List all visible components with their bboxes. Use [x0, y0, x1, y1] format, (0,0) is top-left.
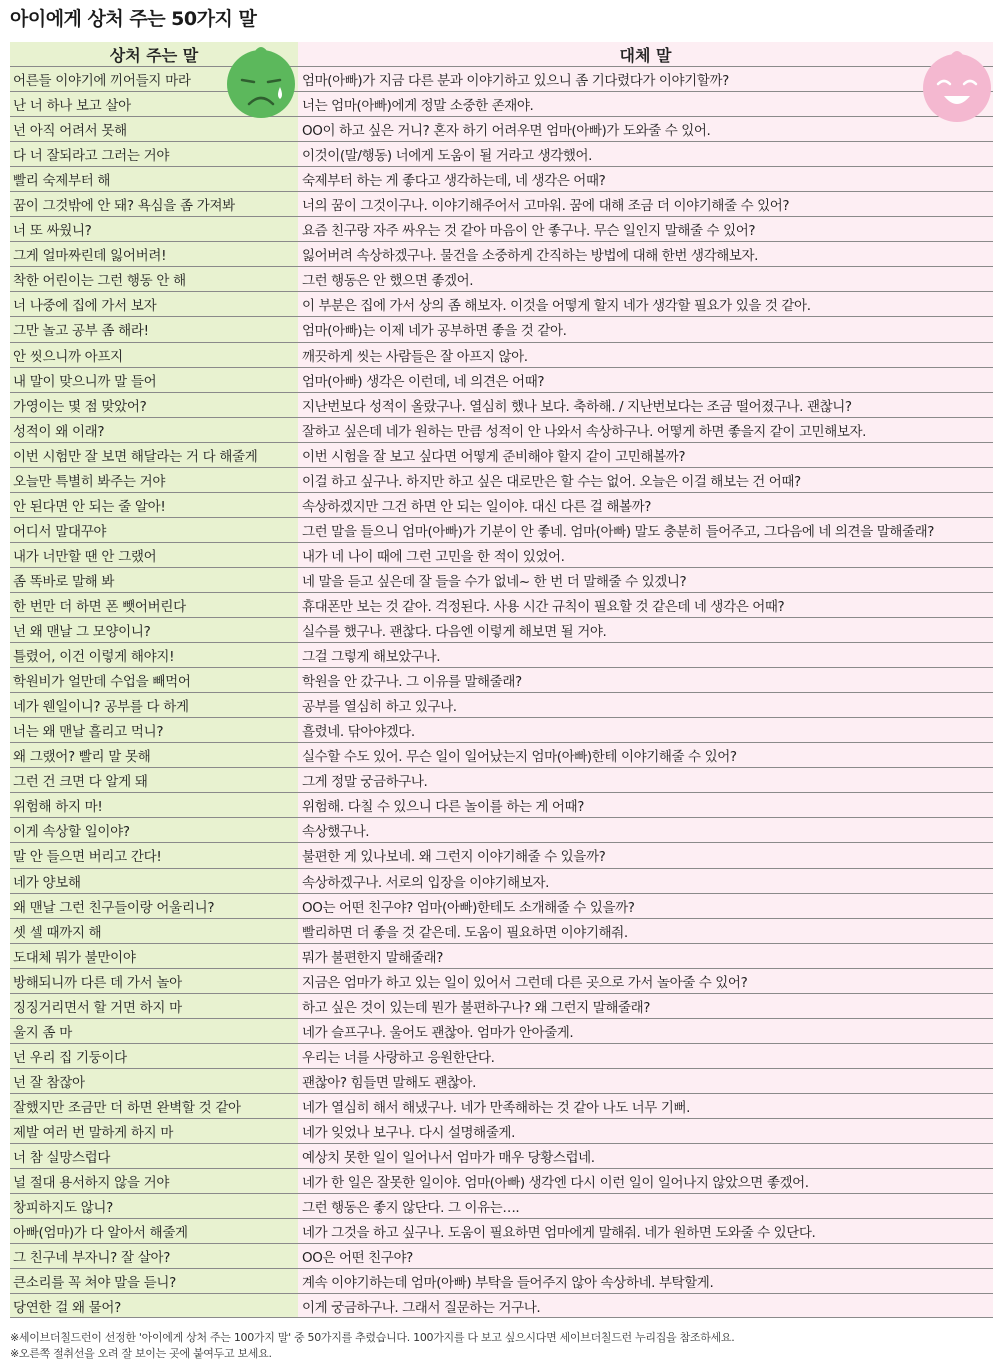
hurtful-phrase: 넌 잘 참잖아	[10, 1069, 298, 1093]
alternative-phrase: 속상했구나.	[298, 818, 993, 842]
alternative-phrase: 잘하고 싶은데 네가 원하는 만큼 성적이 안 나와서 속상하구나. 어떻게 하면 좋을지 같이 고민해보자.	[298, 418, 993, 442]
alternative-phrase: 엄마(아빠)는 이제 네가 공부하면 좋을 것 같아.	[298, 317, 993, 341]
table-row	[10, 316, 993, 341]
hurtful-phrase: 좀 똑바로 말해 봐	[10, 568, 298, 592]
table-row	[10, 141, 993, 166]
alternative-phrase: OO는 어떤 친구야? 엄마(아빠)한테도 소개해줄 수 있을까?	[298, 894, 993, 918]
hurtful-phrase: 어디서 말대꾸야	[10, 518, 298, 542]
hurtful-phrase: 그 친구네 부자니? 잘 살아?	[10, 1244, 298, 1268]
phrase-table	[10, 42, 993, 1318]
alternative-phrase: 엄마(아빠) 생각은 이런데, 네 의견은 어때?	[298, 368, 993, 392]
table-row	[10, 968, 993, 993]
hurtful-phrase: 너는 왜 맨날 흘리고 먹니?	[10, 718, 298, 742]
table-row	[10, 517, 993, 542]
table-row	[10, 842, 993, 867]
alternative-phrase: 학원을 안 갔구나. 그 이유를 말해줄래?	[298, 668, 993, 692]
table-row	[10, 567, 993, 592]
alternative-phrase: 그게 정말 궁금하구나.	[298, 768, 993, 792]
table-row	[10, 642, 993, 667]
table-row	[10, 592, 993, 617]
table-row	[10, 692, 993, 717]
table-row	[10, 617, 993, 642]
smiling-face-icon	[918, 42, 996, 124]
alternative-phrase: 계속 이야기하는데 엄마(아빠) 부탁을 들어주지 않아 속상하네. 부탁할게.	[298, 1269, 993, 1293]
table-row	[10, 342, 993, 367]
table-row	[10, 417, 993, 442]
hurtful-phrase: 잘했지만 조금만 더 하면 완벽할 것 같아	[10, 1094, 298, 1118]
hurtful-phrase: 이번 시험만 잘 보면 해달라는 거 다 해줄게	[10, 443, 298, 467]
table-row	[10, 191, 993, 216]
table-row	[10, 792, 993, 817]
alternative-phrase: 속상하겠지만 그건 하면 안 되는 일이야. 대신 다른 걸 해볼까?	[298, 493, 993, 517]
table-row	[10, 667, 993, 692]
table-row	[10, 1068, 993, 1093]
alternative-phrase: 괜찮아? 힘들면 말해도 괜찮아.	[298, 1069, 993, 1093]
alternative-phrase: 공부를 열심히 하고 있구나.	[298, 693, 993, 717]
hurtful-phrase: 당연한 걸 왜 물어?	[10, 1294, 298, 1317]
table-row	[10, 868, 993, 893]
table-row	[10, 66, 993, 91]
footnote: ※오른쪽 절취선을 오려 잘 보이는 곳에 붙여두고 보세요.	[10, 1347, 272, 1360]
table-row	[10, 542, 993, 567]
hurtful-phrase: 꿈이 그것밖에 안 돼? 욕심을 좀 가져봐	[10, 192, 298, 216]
table-row	[10, 216, 993, 241]
hurtful-phrase: 징징거리면서 할 거면 하지 마	[10, 994, 298, 1018]
table-row	[10, 742, 993, 767]
table-row	[10, 241, 993, 266]
alternative-phrase: 이걸 하고 싶구나. 하지만 하고 싶은 대로만은 할 수는 없어. 오늘은 이걸 해보는 건 어때?	[298, 468, 993, 492]
alternative-phrase: 지난번보다 성적이 올랐구나. 열심히 했나 보다. 축하해. / 지난번보다는 조금 떨어졌구나. 괜찮니?	[298, 393, 993, 417]
table-row	[10, 291, 993, 316]
alternative-phrase: 네 말을 듣고 싶은데 잘 들을 수가 없네~ 한 번 더 말해줄 수 있겠니?	[298, 568, 993, 592]
table-row	[10, 392, 993, 417]
hurtful-phrase: 아빠(엄마)가 다 알아서 해줄게	[10, 1219, 298, 1243]
alternative-phrase: OO이 하고 싶은 거니? 혼자 하기 어려우면 엄마(아빠)가 도와줄 수 있어.	[298, 117, 993, 141]
alternative-phrase: 흘렸네. 닦아야겠다.	[298, 718, 993, 742]
table-row	[10, 767, 993, 792]
alternative-phrase: 그런 말을 들으니 엄마(아빠)가 기분이 안 좋네. 엄마(아빠) 말도 충분히 들어주고, 그다음에 네 의견을 말해줄래?	[298, 518, 993, 542]
hurtful-phrase: 창피하지도 않니?	[10, 1194, 298, 1218]
table-row	[10, 1043, 993, 1068]
table-row	[10, 467, 993, 492]
alternative-phrase: 불편한 게 있나보네. 왜 그런지 이야기해줄 수 있을까?	[298, 843, 993, 867]
alternative-phrase: 이 부분은 집에 가서 상의 좀 해보자. 이것을 어떻게 할지 네가 생각할 필요가 있을 것 같아.	[298, 292, 993, 316]
hurtful-phrase: 착한 어린이는 그런 행동 안 해	[10, 267, 298, 291]
alternative-phrase: 빨리하면 더 좋을 것 같은데. 도움이 필요하면 이야기해줘.	[298, 919, 993, 943]
hurtful-phrase: 내 말이 맞으니까 말 들어	[10, 368, 298, 392]
table-body	[10, 66, 993, 1318]
hurtful-phrase: 학원비가 얼만데 수업을 빼먹어	[10, 668, 298, 692]
hurtful-phrase: 넌 아직 어려서 못해	[10, 117, 298, 141]
alternative-phrase: 그걸 그렇게 해보았구나.	[298, 643, 993, 667]
alternative-phrase: 하고 싶은 것이 있는데 뭔가 불편하구나? 왜 그런지 말해줄래?	[298, 994, 993, 1018]
alternative-phrase: 너의 꿈이 그것이구나. 이야기해주어서 고마워. 꿈에 대해 조금 더 이야기해줄 수 있어?	[298, 192, 993, 216]
hurtful-phrase: 어른들 이야기에 끼어들지 마라	[10, 67, 298, 91]
alternative-phrase: 그런 행동은 안 했으면 좋겠어.	[298, 267, 993, 291]
alternative-phrase: 너는 엄마(아빠)에게 정말 소중한 존재야.	[298, 92, 993, 116]
footnotes	[10, 1330, 734, 1362]
hurtful-phrase: 가영이는 몇 점 맞았어?	[10, 393, 298, 417]
hurtful-phrase: 널 절대 용서하지 않을 거야	[10, 1169, 298, 1193]
table-row	[10, 1168, 993, 1193]
alternative-phrase: 네가 잊었나 보구나. 다시 설명해줄게.	[298, 1119, 993, 1143]
hurtful-phrase: 너 참 실망스럽다	[10, 1144, 298, 1168]
hurtful-phrase: 너 또 싸웠니?	[10, 217, 298, 241]
alternative-phrase: 실수를 했구나. 괜찮다. 다음엔 이렇게 해보면 될 거야.	[298, 618, 993, 642]
hurtful-phrase: 도대체 뭐가 불만이야	[10, 944, 298, 968]
table-row	[10, 442, 993, 467]
alternative-phrase: 숙제부터 하는 게 좋다고 생각하는데, 네 생각은 어때?	[298, 167, 993, 191]
header-hurtful: 상처 주는 말	[10, 42, 298, 66]
hurtful-phrase: 셋 셀 때까지 해	[10, 919, 298, 943]
alternative-phrase: 휴대폰만 보는 것 같아. 걱정된다. 사용 시간 규칙이 필요할 것 같은데 네 생각은 어때?	[298, 593, 993, 617]
alternative-phrase: 그런 행동은 좋지 않단다. 그 이유는….	[298, 1194, 993, 1218]
table-row	[10, 1218, 993, 1243]
alternative-phrase: 깨끗하게 씻는 사람들은 잘 아프지 않아.	[298, 343, 993, 367]
hurtful-phrase: 네가 양보해	[10, 869, 298, 893]
alternative-phrase: 뭐가 불편한지 말해줄래?	[298, 944, 993, 968]
hurtful-phrase: 내가 너만할 땐 안 그랬어	[10, 543, 298, 567]
table-row	[10, 91, 993, 116]
hurtful-phrase: 한 번만 더 하면 폰 뺏어버린다	[10, 593, 298, 617]
table-row	[10, 1268, 993, 1293]
hurtful-phrase: 말 안 들으면 버리고 간다!	[10, 843, 298, 867]
table-row	[10, 918, 993, 943]
alternative-phrase: 네가 한 일은 잘못한 일이야. 엄마(아빠) 생각엔 다시 이런 일이 일어나지 않았으면 좋겠어.	[298, 1169, 993, 1193]
hurtful-phrase: 왜 그랬어? 빨리 말 못해	[10, 743, 298, 767]
hurtful-phrase: 너 나중에 집에 가서 보자	[10, 292, 298, 316]
hurtful-phrase: 그게 얼마짜린데 잃어버려!	[10, 242, 298, 266]
alternative-phrase: 네가 그것을 하고 싶구나. 도움이 필요하면 엄마에게 말해줘. 네가 원하면 도와줄 수 있단다.	[298, 1219, 993, 1243]
hurtful-phrase: 방해되니까 다른 데 가서 놀아	[10, 969, 298, 993]
alternative-phrase: 네가 슬프구나. 울어도 괜찮아. 엄마가 안아줄게.	[298, 1019, 993, 1043]
hurtful-phrase: 넌 우리 집 기둥이다	[10, 1044, 298, 1068]
alternative-phrase: 예상치 못한 일이 일어나서 엄마가 매우 당황스럽네.	[298, 1144, 993, 1168]
table-row	[10, 116, 993, 141]
table-row	[10, 1193, 993, 1218]
table-row	[10, 492, 993, 517]
hurtful-phrase: 이게 속상할 일이야?	[10, 818, 298, 842]
hurtful-phrase: 울지 좀 마	[10, 1019, 298, 1043]
table-row	[10, 1018, 993, 1043]
table-row	[10, 717, 993, 742]
alternative-phrase: OO은 어떤 친구야?	[298, 1244, 993, 1268]
table-row	[10, 817, 993, 842]
alternative-phrase: 엄마(아빠)가 지금 다른 분과 이야기하고 있으니 좀 기다렸다가 이야기할까?	[298, 67, 993, 91]
table-row	[10, 1143, 993, 1168]
table-row	[10, 166, 993, 191]
crying-face-icon	[222, 42, 300, 120]
hurtful-phrase: 위험해 하지 마!	[10, 793, 298, 817]
table-row	[10, 1293, 993, 1318]
alternative-phrase: 이게 궁금하구나. 그래서 질문하는 거구나.	[298, 1294, 993, 1317]
hurtful-phrase: 빨리 숙제부터 해	[10, 167, 298, 191]
hurtful-phrase: 제발 여러 번 말하게 하지 마	[10, 1119, 298, 1143]
table-row	[10, 1093, 993, 1118]
table-row	[10, 367, 993, 392]
table-row	[10, 1118, 993, 1143]
alternative-phrase: 속상하겠구나. 서로의 입장을 이야기해보자.	[298, 869, 993, 893]
hurtful-phrase: 성적이 왜 이래?	[10, 418, 298, 442]
table-header	[10, 42, 993, 66]
hurtful-phrase: 넌 왜 맨날 그 모양이니?	[10, 618, 298, 642]
table-row	[10, 1243, 993, 1268]
hurtful-phrase: 안 된다면 안 되는 줄 알아!	[10, 493, 298, 517]
alternative-phrase: 이것이(말/행동) 너에게 도움이 될 거라고 생각했어.	[298, 142, 993, 166]
hurtful-phrase: 네가 웬일이니? 공부를 다 하게	[10, 693, 298, 717]
alternative-phrase: 요즘 친구랑 자주 싸우는 것 같아 마음이 안 좋구나. 무슨 일인지 말해줄 수 있어?	[298, 217, 993, 241]
table-row	[10, 993, 993, 1018]
alternative-phrase: 실수할 수도 있어. 무슨 일이 일어났는지 엄마(아빠)한테 이야기해줄 수 있어?	[298, 743, 993, 767]
page-title: 아이에게 상처 주는 50가지 말	[10, 8, 257, 30]
alternative-phrase: 우리는 너를 사랑하고 응원한단다.	[298, 1044, 993, 1068]
hurtful-phrase: 왜 맨날 그런 친구들이랑 어울리니?	[10, 894, 298, 918]
table-row	[10, 943, 993, 968]
header-alternative: 대체 말	[298, 42, 993, 66]
hurtful-phrase: 난 너 하나 보고 살아	[10, 92, 298, 116]
hurtful-phrase: 안 씻으니까 아프지	[10, 343, 298, 367]
hurtful-phrase: 오늘만 특별히 봐주는 거야	[10, 468, 298, 492]
alternative-phrase: 잃어버려 속상하겠구나. 물건을 소중하게 간직하는 방법에 대해 한번 생각해보자.	[298, 242, 993, 266]
hurtful-phrase: 큰소리를 꼭 쳐야 말을 듣니?	[10, 1269, 298, 1293]
alternative-phrase: 이번 시험을 잘 보고 싶다면 어떻게 준비해야 할지 같이 고민해볼까?	[298, 443, 993, 467]
footnote: ※세이브더칠드런이 선정한 '아이에게 상처 주는 100가지 말' 중 50가지를 추렸습니다. 100가지를 다 보고 싶으시다면 세이브더칠드런 누리집을 참조하세요.	[10, 1331, 735, 1344]
alternative-phrase: 지금은 엄마가 하고 있는 일이 있어서 그런데 다른 곳으로 가서 놀아줄 수 있어?	[298, 969, 993, 993]
table-row	[10, 893, 993, 918]
hurtful-phrase: 그런 건 크면 다 알게 돼	[10, 768, 298, 792]
hurtful-phrase: 그만 놀고 공부 좀 해라!	[10, 317, 298, 341]
hurtful-phrase: 틀렸어, 이건 이렇게 해야지!	[10, 643, 298, 667]
table-row	[10, 266, 993, 291]
alternative-phrase: 위험해. 다칠 수 있으니 다른 놀이를 하는 게 어때?	[298, 793, 993, 817]
alternative-phrase: 내가 네 나이 때에 그런 고민을 한 적이 있었어.	[298, 543, 993, 567]
hurtful-phrase: 다 너 잘되라고 그러는 거야	[10, 142, 298, 166]
alternative-phrase: 네가 열심히 해서 해냈구나. 네가 만족해하는 것 같아 나도 너무 기뻐.	[298, 1094, 993, 1118]
